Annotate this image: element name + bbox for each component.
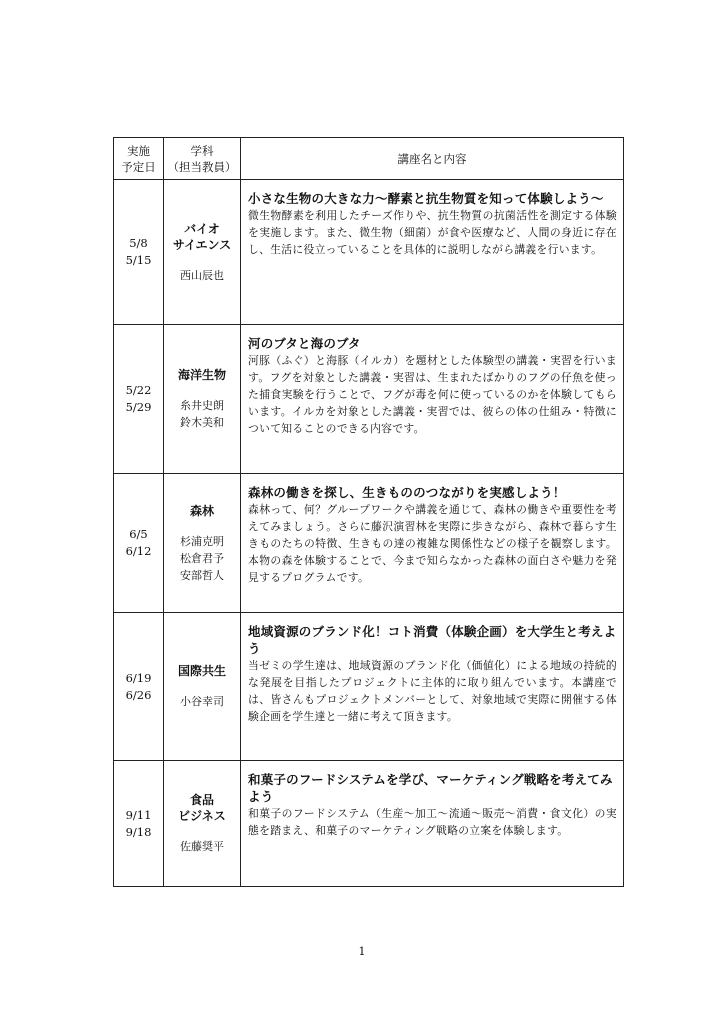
course-description: 河豚（ふぐ）と海豚（イルカ）を題材とした体験型の講義・実習を行います。フグを対象とした講義・実習は、生まれたばかりのフグの仔魚を使った捕食実験を行うことで、フグが毒を何に使っているのかを体験してもらいます。イルカを対象とした講義・実習では、彼らの体の仕組み・特徴について知ることのできる内容です。 bbox=[248, 354, 617, 435]
course-content bbox=[241, 474, 624, 613]
course-description: 当ゼミの学生達は、地域資源のブランド化（価値化）による地域の持続的な発展を目指したプロジェクトに主体的に取り組んでいます。本講座では、皆さんもプロジェクトメンバーとして、対象地域で実際に開催する体験企画を学生達と一緒に考えて頂きます。 bbox=[248, 659, 617, 723]
course-title: 森林の働きを探し、生きもののつながりを実感しよう！ bbox=[248, 485, 566, 500]
course-dates: 5/8 5/15 bbox=[114, 180, 164, 325]
header-date: 実施 予定日 bbox=[114, 138, 164, 180]
course-description: 微生物酵素を利用したチーズ作りや、抗生物質の抗菌活性を測定する体験を実施します。また、微生物（細菌）が食や医療など、人間の身近に存在し、生活に役立っていることを具体的に説明しながら講義を行います。 bbox=[248, 209, 617, 256]
table-row bbox=[114, 325, 624, 474]
teacher-names: 杉浦克明 松倉君予 安部哲人 bbox=[180, 534, 224, 582]
table-row bbox=[114, 613, 624, 761]
department-name: 海洋生物 bbox=[177, 368, 226, 382]
course-title: 和菓子のフードシステムを学び、マーケティング戦略を考えてみよう bbox=[248, 772, 613, 804]
teacher-names: 佐藤奨平 bbox=[180, 840, 224, 853]
course-content bbox=[241, 180, 624, 325]
department-cell bbox=[164, 474, 241, 613]
teacher-names: 小谷幸司 bbox=[180, 695, 224, 708]
department-name: 国際共生 bbox=[177, 664, 226, 678]
table-row bbox=[114, 180, 624, 325]
table-row bbox=[114, 761, 624, 887]
course-content bbox=[241, 325, 624, 474]
course-title: 地域資源のブランド化！コト消費（体験企画）を大学生と考えよう bbox=[248, 624, 617, 656]
course-title: 小さな生物の大きな力～酵素と抗生物質を知って体験しよう～ bbox=[248, 191, 604, 206]
teacher-names: 糸井史朗 鈴木美和 bbox=[180, 399, 224, 429]
table-header-row bbox=[114, 138, 624, 180]
course-dates: 6/5 6/12 bbox=[114, 474, 164, 613]
header-content: 講座名と内容 bbox=[241, 138, 624, 180]
course-content bbox=[241, 761, 624, 887]
department-name: 食品 ビジネス bbox=[178, 793, 226, 823]
course-schedule-table bbox=[113, 137, 624, 887]
table-row bbox=[114, 474, 624, 613]
course-description: 森林って、何？グループワークや講義を通じて、森林の働きや重要性を考えてみましょう。さらに藤沢演習林を実際に歩きながら、森林で暮らす生きものたちの特徴、生きもの達の複雑な関係性などの様子を観察します。本物の森を体験することで、今まで知らなかった森林の面白さや魅力を発見するプログラムです。 bbox=[248, 503, 617, 584]
department-name: 森林 bbox=[189, 503, 214, 518]
course-title: 河のブタと海のブタ bbox=[248, 336, 361, 351]
course-content bbox=[241, 613, 624, 761]
header-department: 学科 （担当教員） bbox=[164, 138, 241, 180]
course-dates: 6/19 6/26 bbox=[114, 613, 164, 761]
department-cell bbox=[164, 761, 241, 887]
course-description: 和菓子のフードシステム（生産～加工～流通～販売～消費・食文化）の実態を踏まえ、和菓子のマーケティング戦略の立案を体験します。 bbox=[248, 807, 617, 837]
page-number: 1 bbox=[358, 945, 366, 958]
department-name: バイオ サイエンス bbox=[172, 221, 232, 252]
course-dates: 9/11 9/18 bbox=[114, 761, 164, 887]
course-dates: 5/22 5/29 bbox=[114, 325, 164, 474]
department-cell bbox=[164, 613, 241, 761]
department-cell bbox=[164, 325, 241, 474]
department-cell bbox=[164, 180, 241, 325]
teacher-names: 西山辰也 bbox=[180, 268, 224, 282]
